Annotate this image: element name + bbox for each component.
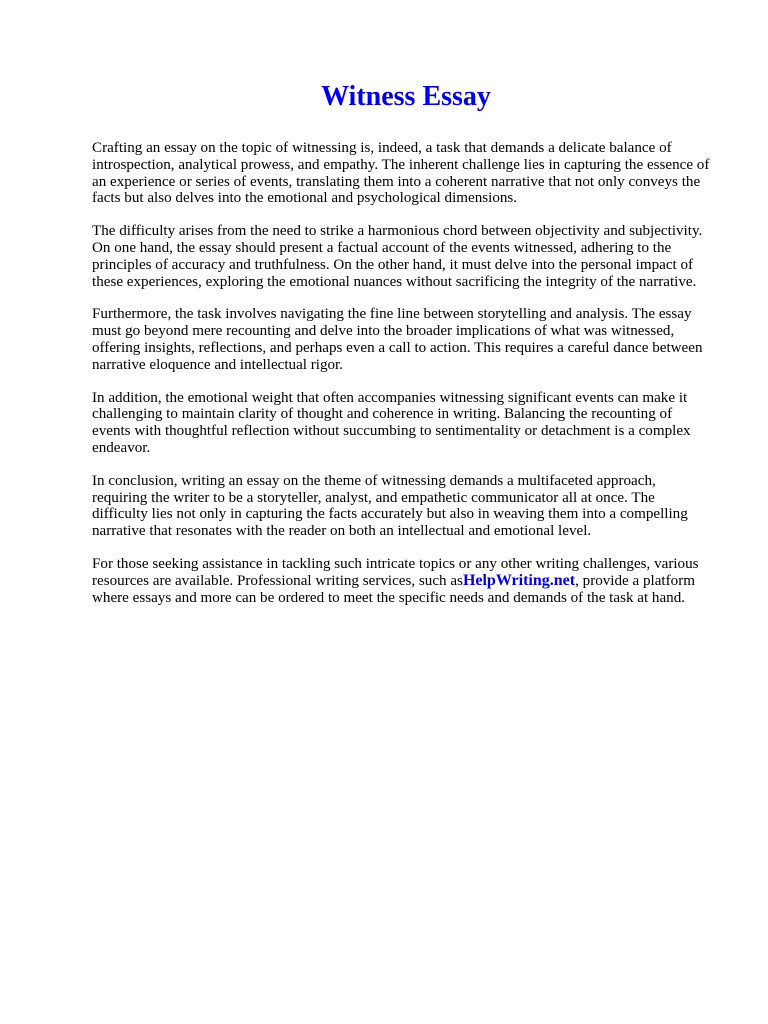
paragraph-2: The difficulty arises from the need to strike a harmonious chord between objectivity and subjectivity. On one hand, the essay should present a factual account of the events witnessed, adhering to the principles of accuracy and truthfulness. On the other hand, it must delve into the personal impact of these experiences, exploring the emotional nuances without sacrificing the integrity of the narrative.	[92, 223, 703, 290]
paragraph-6-text-before-link: For those seeking assistance in tackling such intricate topics or any other writing challenges, various resources are available. Professional writing services, such as	[92, 555, 699, 589]
document-page	[92, 80, 714, 622]
document-title: Witness Essay	[321, 81, 491, 112]
paragraph-4: In addition, the emotional weight that often accompanies witnessing significant events can make it challenging to maintain clarity of thought and coherence in writing. Balancing the recounting of events with thoughtful reflection without succumbing to sentimentality or detachment is a complex endeavor.	[92, 389, 691, 456]
paragraph-6-text-after-link: , provide a platform where essays and more can be ordered to meet the specific needs and demands of the task at hand.	[92, 572, 695, 606]
helpwriting-link[interactable]: HelpWriting.net	[462, 571, 576, 589]
paragraph-3: Furthermore, the task involves navigating the fine line between storytelling and analysis. The essay must go beyond mere recounting and delve into the broader implications of what was witnessed, offering insights, reflections, and perhaps even a call to action. This requires a careful dance between narrative eloquence and intellectual rigor.	[92, 306, 703, 373]
paragraph-6	[92, 556, 714, 606]
paragraph-1: Crafting an essay on the topic of witnessing is, indeed, a task that demands a delicate balance of introspection, analytical prowess, and empathy. The inherent challenge lies in capturing the essence of an experience or series of events, translating them into a coherent narrative that not only conveys the facts but also delves into the emotional and psychological dimensions.	[92, 140, 710, 207]
paragraph-5: In conclusion, writing an essay on the theme of witnessing demands a multifaceted approach, requiring the writer to be a storyteller, analyst, and empathetic communicator all at once. The difficulty lies not only in capturing the facts accurately but also in weaving them into a compelling narrative that resonates with the reader on both an intellectual and emotional level.	[92, 472, 688, 540]
